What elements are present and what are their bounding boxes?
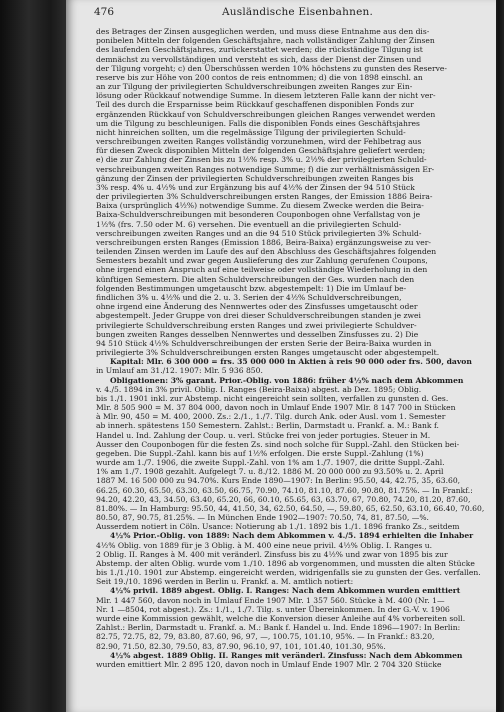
text-line: Zahlst.: Berlin, Darmstadt u. Frankf. a. M.: Bank f. Handel u. Ind. Ende 1896—1907: In Berlin: <box>96 623 461 633</box>
text-line: des laufenden Geschäftsjahres, zurückerstattet werden; die rückständige Tilgung ist <box>96 45 423 55</box>
text-line: verschreibungen ersten Ranges (Emission 1886, Beira-Baixa) ergänzungsweise zu ver- <box>96 237 431 247</box>
text-line: privilegierte Schuldverschreibung ersten Ranges und zwei privilegierte Schuldver- <box>96 320 417 330</box>
text-line: für diesen Zweck disponiblen Mitteln der folgenden Geschäftsjahre geliefert werden; <box>96 146 426 156</box>
text-line: Kapital: Mlr. 6 300 000 = frs. 35 000 000 in Aktien à reis 90 000 oder frs. 500, davon <box>110 357 472 367</box>
text-line: der Tilgung vorgeht; c) den Überschüssen werden 10% höchstens zu gunsten des Reserve- <box>96 63 447 73</box>
text-line: verschreibungen zweiten Ranges notwendige Summe; f) die zur verhältnismässigen Er- <box>96 164 435 174</box>
text-line: des Betrages der Zinsen ausgeglichen werden, und muss diese Entnahme aus den dis- <box>96 27 430 36</box>
text-line: 4½% privil. 1889 abgest. Oblig. I. Ranges: Nach dem Abkommen wurden emittiert <box>110 586 461 596</box>
text-line: Abstemp. der alten Oblig. wurde vom 1./10. 1896 ab vorgenommen, und mussten die alten Stücke <box>96 558 475 568</box>
text-line: 4½% abgest. 1889 Oblig. II. Ranges mit veränderl. Zinsfuss: Nach dem Abkommen <box>110 650 463 660</box>
book-binding-left <box>0 0 72 712</box>
text-line: Baixa (ursprünglich 4½%) notwendige Summe. Zu diesem Zwecke werden die Beira- <box>96 201 424 211</box>
text-line: 1% am 1./7. 1908 gezahlt. Aufgelegt 7. u. 8./12. 1886 M. 20 000 000 zu 93.50% u. 2. April <box>96 467 444 477</box>
text-line: Obligationen: 3% garant. Prior.-Oblig. von 1886: früher 4½% nach dem Abkommen <box>110 375 464 385</box>
text-line: wurde eine Kommission gewählt, welche die Konversion dieser Anleihe auf 4% vorbereiten soll. <box>96 614 466 623</box>
text-line: wurde am 1./7. 1906, die zweite Suppl.-Zahl. von 1% am 1./7. 1907, die dritte Suppl.-Zahl. <box>96 458 445 468</box>
document-page[interactable] <box>66 0 496 712</box>
page-header <box>94 6 486 22</box>
text-line: ergänzenden Rückkauf von Schuldverschreibungen gleichen Ranges verwendet werden <box>96 109 436 119</box>
running-title: Ausländische Eisenbahnen. <box>222 6 373 18</box>
text-line: 1½% (frs. 7.50 oder M. 6) versehen. Die eventuell an die privilegierten Schuld- <box>96 219 402 229</box>
text-line: Mlr. 1 447 560, davon noch in Umlauf Ende 1907 Mlr. 1 357 560. Stücke à M. 400 (Nr. 1— <box>96 595 445 605</box>
page-number: 476 <box>94 6 115 18</box>
text-line: 94.20, 42.20, 43, 34.50, 63.40, 65.20, 66, 60.10, 65.65, 63, 63.70, 67, 70.80, 74.20, 81.20, 87.60, <box>96 494 471 504</box>
text-line: 4½% Oblig. von 1889 für je 3 Oblig. à M. 400 eine neue privil. 4½% Oblig. I. Ranges u. <box>96 540 433 550</box>
text-line: Teil des durch die Ersparnisse beim Rückkauf geschaffenen disponiblen Fonds zur <box>96 100 414 110</box>
text-line: 66.25, 60.30, 65.50, 63.30, 63.50, 66.75, 70.90, 74.10, 81.10, 87.60, 90.80, 81.75%. — In Frankf.: <box>96 485 473 495</box>
text-line: Mlr. 8 505 900 = M. 37 804 000, davon noch in Umlauf Ende 1907 Mlr. 8 147 700 in Stücken <box>96 403 456 413</box>
text-line: lösung oder Rückkauf notwendige Summe. In diesem letzteren Falle kann der nicht ver- <box>96 91 436 101</box>
text-line: v. 4./5. 1894 in 3% privil. Oblig. I. Ranges (Beira-Baixa) abgest. ab Dez. 1895; Oblig. <box>96 384 422 394</box>
text-line: an zur Tilgung der privilegierten Schuldverschreibungen zweiten Ranges zur Ein- <box>96 82 413 92</box>
text-line: Ausser den Couponbogen für die festen Zs. sind noch solche für Suppl.-Zahl. den Stücken bei- <box>96 439 460 449</box>
text-line: e) die zur Zahlung der Zinsen bis zu 1½% resp. 3% u. 2½% der privilegierten Schuld- <box>96 155 427 165</box>
text-line: Ausserdem notiert in Cöln. Usance: Notierung ab 1./1. 1892 bis 1./1. 1896 franko Zs., seitdem <box>96 522 460 532</box>
text-line: in Umlauf am 31./12. 1907: Mlr. 5 936 850. <box>96 366 263 376</box>
text-line: verschreibungen zweiten Ranges und an die 94 510 Stück privilegierten 3% Schuld- <box>96 228 422 238</box>
text-line: wurden emittiert Mlr. 2 895 120, davon noch in Umlauf Ende 1907 Mlr. 2 704 320 Stücke <box>96 659 442 669</box>
text-line: 1887 M. 16 500 000 zu 94.70%. Kurs Ende 1890—1907: In Berlin: 95.50, 44, 42.75, 35, 63.60, <box>96 476 461 486</box>
text-line: nicht hinreichen sollten, um die regelmässige Tilgung der privilegierten Schuld- <box>96 127 406 137</box>
text-line: 81.80%. — In Hamburg: 95.50, 44, 41.50, 34, 62.50, 64.50, —, 59.80, 65, 62.50, 63.10, 66.40, 70.60, <box>96 503 485 513</box>
text-line: ohne irgend eine Änderung des Nennwertes oder des Zinsfusses umgetauscht oder <box>96 302 418 312</box>
text-line: bis 1./1. 1901 inkl. zur Abstemp. nicht eingereicht sein sollten, verfallen zu gunsten d. Ges. <box>96 393 449 403</box>
text-line: reserve bis zur Höhe von 200 contos de reis entnommen; d) die von 1898 einschl. an <box>96 72 423 82</box>
text-line: künftigen Semestern. Die alten Schuldverschreibungen der Ges. wurden nach den <box>96 274 415 284</box>
text-line: folgenden Bestimmungen umgetauscht bzw. abgestempelt: 1) Die im Umlauf be- <box>96 283 407 293</box>
text-line: bis 1./1./10. 1901 zur Abstemp. eingereicht werden, widrigenfalls sie zu gunsten der Ges. verfallen. <box>96 568 481 578</box>
text-line: ohne irgend einen Anspruch auf eine teilweise oder vollständige Wiederholung in den <box>96 265 428 275</box>
text-line: gänzung der Zinsen der privilegierten Schuldverschreibungen zweiten Ranges bis <box>96 173 414 183</box>
text-line: 82.90, 71.50, 82.30, 79.50, 83, 87.90, 96.10, 97, 101, 101.40, 101.30, 95%. <box>96 641 386 651</box>
text-line: Baixa-Schuldverschreibungen mit besonderen Couponbogen ohne Verfallstag von je <box>96 210 421 220</box>
text-line: Semesters bezahlt und zwar gegen Auslieferung des zur Zahlung gerufenen Coupons, <box>96 256 428 266</box>
text-line: 2 Oblig. II. Ranges à M. 400 mit veränderl. Zinsfuss bis zu 4½% und zwar von 1895 bis zur <box>96 549 448 559</box>
text-line: privilegierte 3% Schuldverschreibungen ersten Ranges umgetauscht oder abgestempelt. <box>96 348 440 358</box>
text-line: 4½% Prior.-Oblig. von 1889: Nach dem Abkommen v. 4./5. 1894 erhielten die Inhaber <box>110 531 474 541</box>
text-line: à Mlr. 90, 450 = M. 400, 2000. Zs.: 2./1., 1./7. Tilg. durch Ank. oder Ausl. vom 1. Semester <box>96 412 446 422</box>
text-line: um die Tilgung zu beschleunigen. Falls die disponiblen Fonds eines Geschäftsjahres <box>96 118 420 128</box>
text-line: 82.75, 72.75, 82, 79, 83.80, 87.60, 96, 97, —, 100.75, 101.10, 95%. — In Frankf.: 83.20, <box>96 632 435 642</box>
text-line: Nr. 1 —8504, rot abgest.). Zs.: 1./1., 1./7. Tilg. s. unter Übereinkommen. In der G.-V. v. 1906 <box>96 604 450 614</box>
text-line: teilenden Zinsen werden im Laufe des auf den Abschluss des Geschäftsjahres folgenden <box>96 247 437 257</box>
text-line: 94 510 Stück 4½% Schuldverschreibungen der ersten Serie der Beira-Baixa wurden in <box>96 338 432 348</box>
text-line: Handel u. Ind. Zahlung der Coup. u. verl. Stücke frei von jeder portugies. Steuer in M. <box>96 430 431 440</box>
text-line: gegeben. Die Suppl.-Zahl. kann bis auf 1½% erfolgen. Die erste Suppl.-Zahlung (1%) <box>96 448 424 458</box>
text-line: 3% resp. 4% u. 4½% und zur Ergänzung bis auf 4½% der Zinsen der 94 510 Stück <box>96 182 415 192</box>
text-line: abgestempelt. Jeder Gruppe von drei dieser Schuldverschreibungen standen je zwei <box>96 311 421 321</box>
text-line: verschreibungen zweiten Ranges vollständig vorzunehmen, wird der Fehlbetrag aus <box>96 137 422 147</box>
text-line: 80.50, 87, 90.75, 81.25%. — In München Ende 1902—1907: 70.50, 74, 81, 87.50, —%. <box>96 513 429 523</box>
text-line: ponibelen Mitteln der folgenden Geschäftsjahre, nach vollständiger Zahlung der Zinsen <box>96 36 435 46</box>
body-text <box>96 27 496 669</box>
text-line: ab innerh. spätestens 150 Semestern. Zahlst.: Berlin, Darmstadt u. Frankf. a. M.: Bank f. <box>96 421 439 431</box>
text-line: findlichen 3% u. 4½% und die 2. u. 3. Serien der 4½% Schuldverschreibungen, <box>96 292 402 302</box>
text-line: der privilegierten 3% Schuldverschreibungen ersten Ranges, der Emission 1886 Beira- <box>96 192 433 202</box>
text-line: Seit 19./10. 1896 werden in Berlin u. Frankf. a. M. amtlich notiert: <box>96 577 354 587</box>
text-line: demnächst zu vervollständigen und versteht es sich, dass der Dienst der Zinsen und <box>96 54 422 64</box>
text-line: bungen zweiten Ranges desselben Nennwertes und desselben Zinsfusses zu. 2) Die <box>96 329 419 339</box>
